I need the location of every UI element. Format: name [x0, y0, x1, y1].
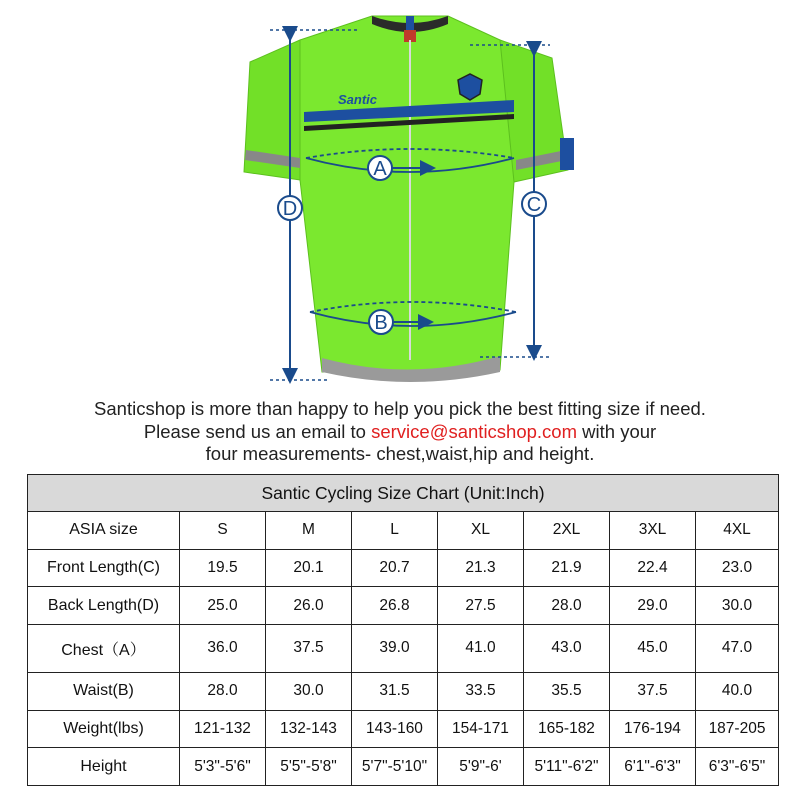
table-row: [28, 672, 779, 710]
table-cell: 5'5"-5'8": [266, 748, 352, 786]
table-cell: 43.0: [524, 625, 610, 673]
jersey-illustration: [0, 0, 800, 390]
table-cell: 28.0: [180, 672, 266, 710]
table-cell: 22.4: [610, 549, 696, 587]
table-cell: 26.0: [266, 587, 352, 625]
row-label: Front Length(C): [28, 549, 180, 587]
table-cell: 39.0: [352, 625, 438, 673]
size-header: 4XL: [696, 512, 779, 550]
row-label: Height: [28, 748, 180, 786]
table-cell: 28.0: [524, 587, 610, 625]
contact-email-link[interactable]: service@santicshop.com: [371, 420, 578, 442]
table-row: [28, 748, 779, 786]
size-header: 2XL: [524, 512, 610, 550]
table-cell: 30.0: [696, 587, 779, 625]
table-cell: 37.5: [610, 672, 696, 710]
table-cell: 25.0: [180, 587, 266, 625]
table-title: Santic Cycling Size Chart (Unit:Inch): [28, 475, 779, 512]
table-cell: 5'9"-6': [438, 748, 524, 786]
row-label: Chest（A）: [28, 625, 180, 673]
table-cell: 6'1"-6'3": [610, 748, 696, 786]
table-cell: 21.9: [524, 549, 610, 587]
intro-text: [0, 398, 800, 466]
intro-line-3: four measurements- chest,waist,hip and height.: [205, 443, 595, 464]
size-header: 3XL: [610, 512, 696, 550]
table-cell: 19.5: [180, 549, 266, 587]
table-cell: 5'11"-6'2": [524, 748, 610, 786]
table-cell: 31.5: [352, 672, 438, 710]
table-cell: 29.0: [610, 587, 696, 625]
table-cell: 33.5: [438, 672, 524, 710]
intro-line-2-before: Please send us an email to: [143, 420, 366, 442]
table-cell: 45.0: [610, 625, 696, 673]
table-cell: 36.0: [180, 625, 266, 673]
row-label: Back Length(D): [28, 587, 180, 625]
table-cell: 35.5: [524, 672, 610, 710]
intro-line-2: [0, 421, 800, 444]
label-c: C: [526, 194, 542, 216]
table-cell: 47.0: [696, 625, 779, 673]
table-cell: 27.5: [438, 587, 524, 625]
intro-line-1: Santicshop is more than happy to help you pick the best fitting size if need.: [94, 398, 706, 419]
table-row: [28, 549, 779, 587]
table-row: [28, 587, 779, 625]
table-cell: 5'3"-5'6": [180, 748, 266, 786]
row-label: Weight(lbs): [28, 710, 180, 748]
table-row: [28, 625, 779, 673]
table-cell: 154-171: [438, 710, 524, 748]
label-a: A: [373, 158, 387, 180]
brand-text: Santic: [338, 92, 378, 107]
table-cell: 21.3: [438, 549, 524, 587]
size-header: L: [352, 512, 438, 550]
table-cell: 26.8: [352, 587, 438, 625]
table-cell: 187-205: [696, 710, 779, 748]
intro-line-2-after: with your: [582, 420, 657, 442]
table-cell: 132-143: [266, 710, 352, 748]
row-label: Waist(B): [28, 672, 180, 710]
table-cell: 176-194: [610, 710, 696, 748]
table-row: [28, 710, 779, 748]
label-d: D: [282, 198, 298, 220]
size-header: XL: [438, 512, 524, 550]
table-cell: 143-160: [352, 710, 438, 748]
table-cell: 37.5: [266, 625, 352, 673]
table-cell: 23.0: [696, 549, 779, 587]
size-header: M: [266, 512, 352, 550]
table-cell: 6'3"-6'5": [696, 748, 779, 786]
table-cell: 20.1: [266, 549, 352, 587]
table-cell: 40.0: [696, 672, 779, 710]
table-cell: 5'7"-5'10": [352, 748, 438, 786]
table-cell: 165-182: [524, 710, 610, 748]
table-cell: 30.0: [266, 672, 352, 710]
size-chart-table: [27, 474, 779, 786]
size-header: S: [180, 512, 266, 550]
table-cell: 121-132: [180, 710, 266, 748]
label-b: B: [374, 312, 388, 334]
table-cell: 20.7: [352, 549, 438, 587]
table-cell: 41.0: [438, 625, 524, 673]
header-label: ASIA size: [28, 512, 180, 550]
table-header-row: [28, 512, 779, 550]
